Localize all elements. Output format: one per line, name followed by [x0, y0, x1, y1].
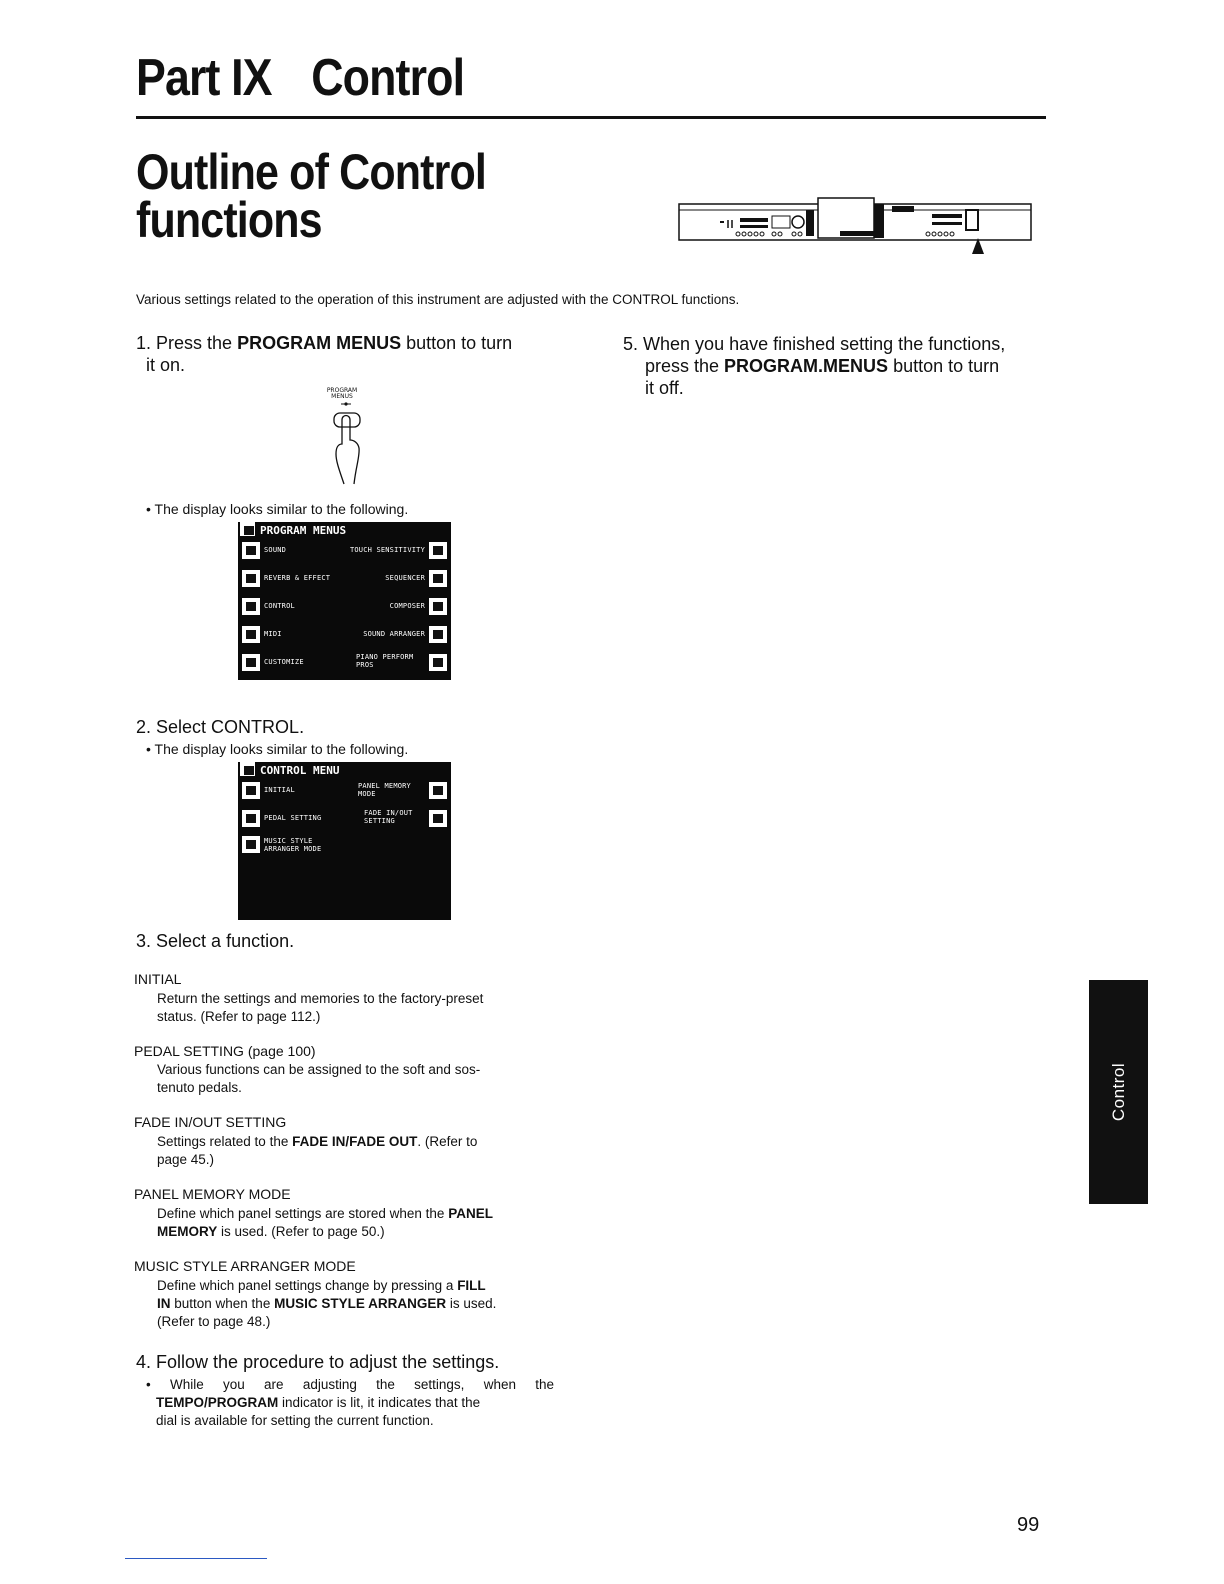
func-panel-body: Define which panel settings are stored when the PANEL MEMORY is used. (Refer to page 50.)	[157, 1206, 493, 1239]
lcd1-midi: MIDI	[264, 630, 282, 638]
lcd2-music-style-arranger-mode: MUSIC STYLE ARRANGER MODE	[264, 837, 322, 853]
lcd1-control: CONTROL	[264, 602, 295, 610]
func-music-head: MUSIC STYLE ARRANGER MODE	[134, 1258, 356, 1274]
lcd1-sound-arranger: SOUND ARRANGER	[363, 630, 425, 638]
program-menus-button-label: PROGRAM MENUS	[326, 387, 358, 400]
control-icon	[242, 598, 260, 615]
func-music-body: Define which panel settings change by pressing a FILL IN button when the MUSIC STYLE ARRANGER is used. (Refer to page 48.)	[157, 1278, 497, 1329]
step-2: 2. Select CONTROL.	[136, 717, 305, 737]
customize-icon	[242, 654, 260, 671]
step-5: 5. When you have finished setting the functions, press the PROGRAM.MENUS button to turn it off.	[623, 334, 1006, 398]
fade-in-out-icon	[429, 810, 447, 827]
lcd2-fade-in-out-setting: FADE IN/OUT SETTING	[364, 809, 413, 825]
initial-icon	[242, 782, 260, 799]
step-4: 4. Follow the procedure to adjust the settings.	[136, 1352, 500, 1372]
program-menus-icon	[240, 522, 255, 536]
pedal-setting-icon	[242, 810, 260, 827]
lcd1-piano-perform: PIANO PERFORM PROS	[356, 653, 414, 669]
section-side-tab	[1089, 980, 1148, 1204]
step-4-bullet: • While you are adjusting the settings, when the TEMPO/PROGRAM indicator is lit, it indicates that the dial is available for setting the current function.	[146, 1377, 554, 1428]
touch-sensitivity-icon	[429, 542, 447, 559]
func-pedal-head: PEDAL SETTING (page 100)	[134, 1043, 316, 1059]
piano-perform-pros-icon	[429, 654, 447, 671]
lcd2-panel-memory-mode: PANEL MEMORY MODE	[358, 782, 411, 798]
footer-line	[125, 1558, 267, 1559]
control-menu-icon	[240, 762, 255, 776]
func-fade-head: FADE IN/OUT SETTING	[134, 1114, 287, 1130]
program-menus-display	[238, 522, 451, 680]
part-title	[136, 48, 464, 108]
func-initial-head: INITIAL	[134, 971, 182, 987]
step-3: 3. Select a function.	[136, 931, 295, 951]
lcd1-title: PROGRAM MENUS	[260, 524, 347, 537]
midi-icon	[242, 626, 260, 643]
finger-press-icon	[326, 400, 366, 488]
step-1-bullet: • The display looks similar to the following.	[146, 501, 409, 517]
music-style-arranger-icon	[242, 836, 260, 853]
lcd1-customize: CUSTOMIZE	[264, 658, 304, 666]
func-fade-body: Settings related to the FADE IN/FADE OUT. (Refer to page 45.)	[157, 1134, 478, 1167]
lcd1-touch-sensitivity: TOUCH SENSITIVITY	[349, 546, 425, 554]
step-2-bullet: • The display looks similar to the following.	[146, 741, 409, 757]
sequencer-icon	[429, 570, 447, 587]
page-number: 99	[1017, 1514, 1040, 1536]
lcd1-sequencer: SEQUENCER	[385, 574, 425, 582]
control-menu-display	[238, 762, 451, 920]
sound-arranger-icon	[429, 626, 447, 643]
func-pedal-body: Various functions can be assigned to the soft and sos- tenuto pedals.	[157, 1062, 481, 1095]
part-label: Part IX	[136, 49, 272, 107]
header-rule	[136, 116, 1046, 119]
panel-memory-icon	[429, 782, 447, 799]
func-panel-head: PANEL MEMORY MODE	[134, 1186, 291, 1202]
func-initial-body: Return the settings and memories to the factory-preset status. (Refer to page 112.)	[157, 991, 484, 1024]
side-tab-label: Control	[1108, 1062, 1128, 1122]
part-name: Control	[311, 49, 465, 107]
keyboard-panel-illustration	[678, 196, 1034, 256]
lcd1-reverb-effect: REVERB & EFFECT	[264, 574, 331, 582]
lcd2-title: CONTROL MENU	[260, 764, 340, 777]
lcd2-pedal-setting: PEDAL SETTING	[264, 814, 322, 822]
reverb-effect-icon	[242, 570, 260, 587]
step-1: 1. Press the PROGRAM MENUS button to turn it on.	[136, 333, 513, 375]
sound-icon	[242, 542, 260, 559]
section-title: Outline of Control functions	[136, 144, 486, 248]
lcd1-composer: COMPOSER	[389, 602, 425, 610]
lcd2-initial: INITIAL	[264, 786, 295, 794]
composer-icon	[429, 598, 447, 615]
lcd1-sound: SOUND	[264, 546, 287, 554]
intro-text: Various settings related to the operation of this instrument are adjusted with the CONTROL functions.	[136, 292, 740, 307]
